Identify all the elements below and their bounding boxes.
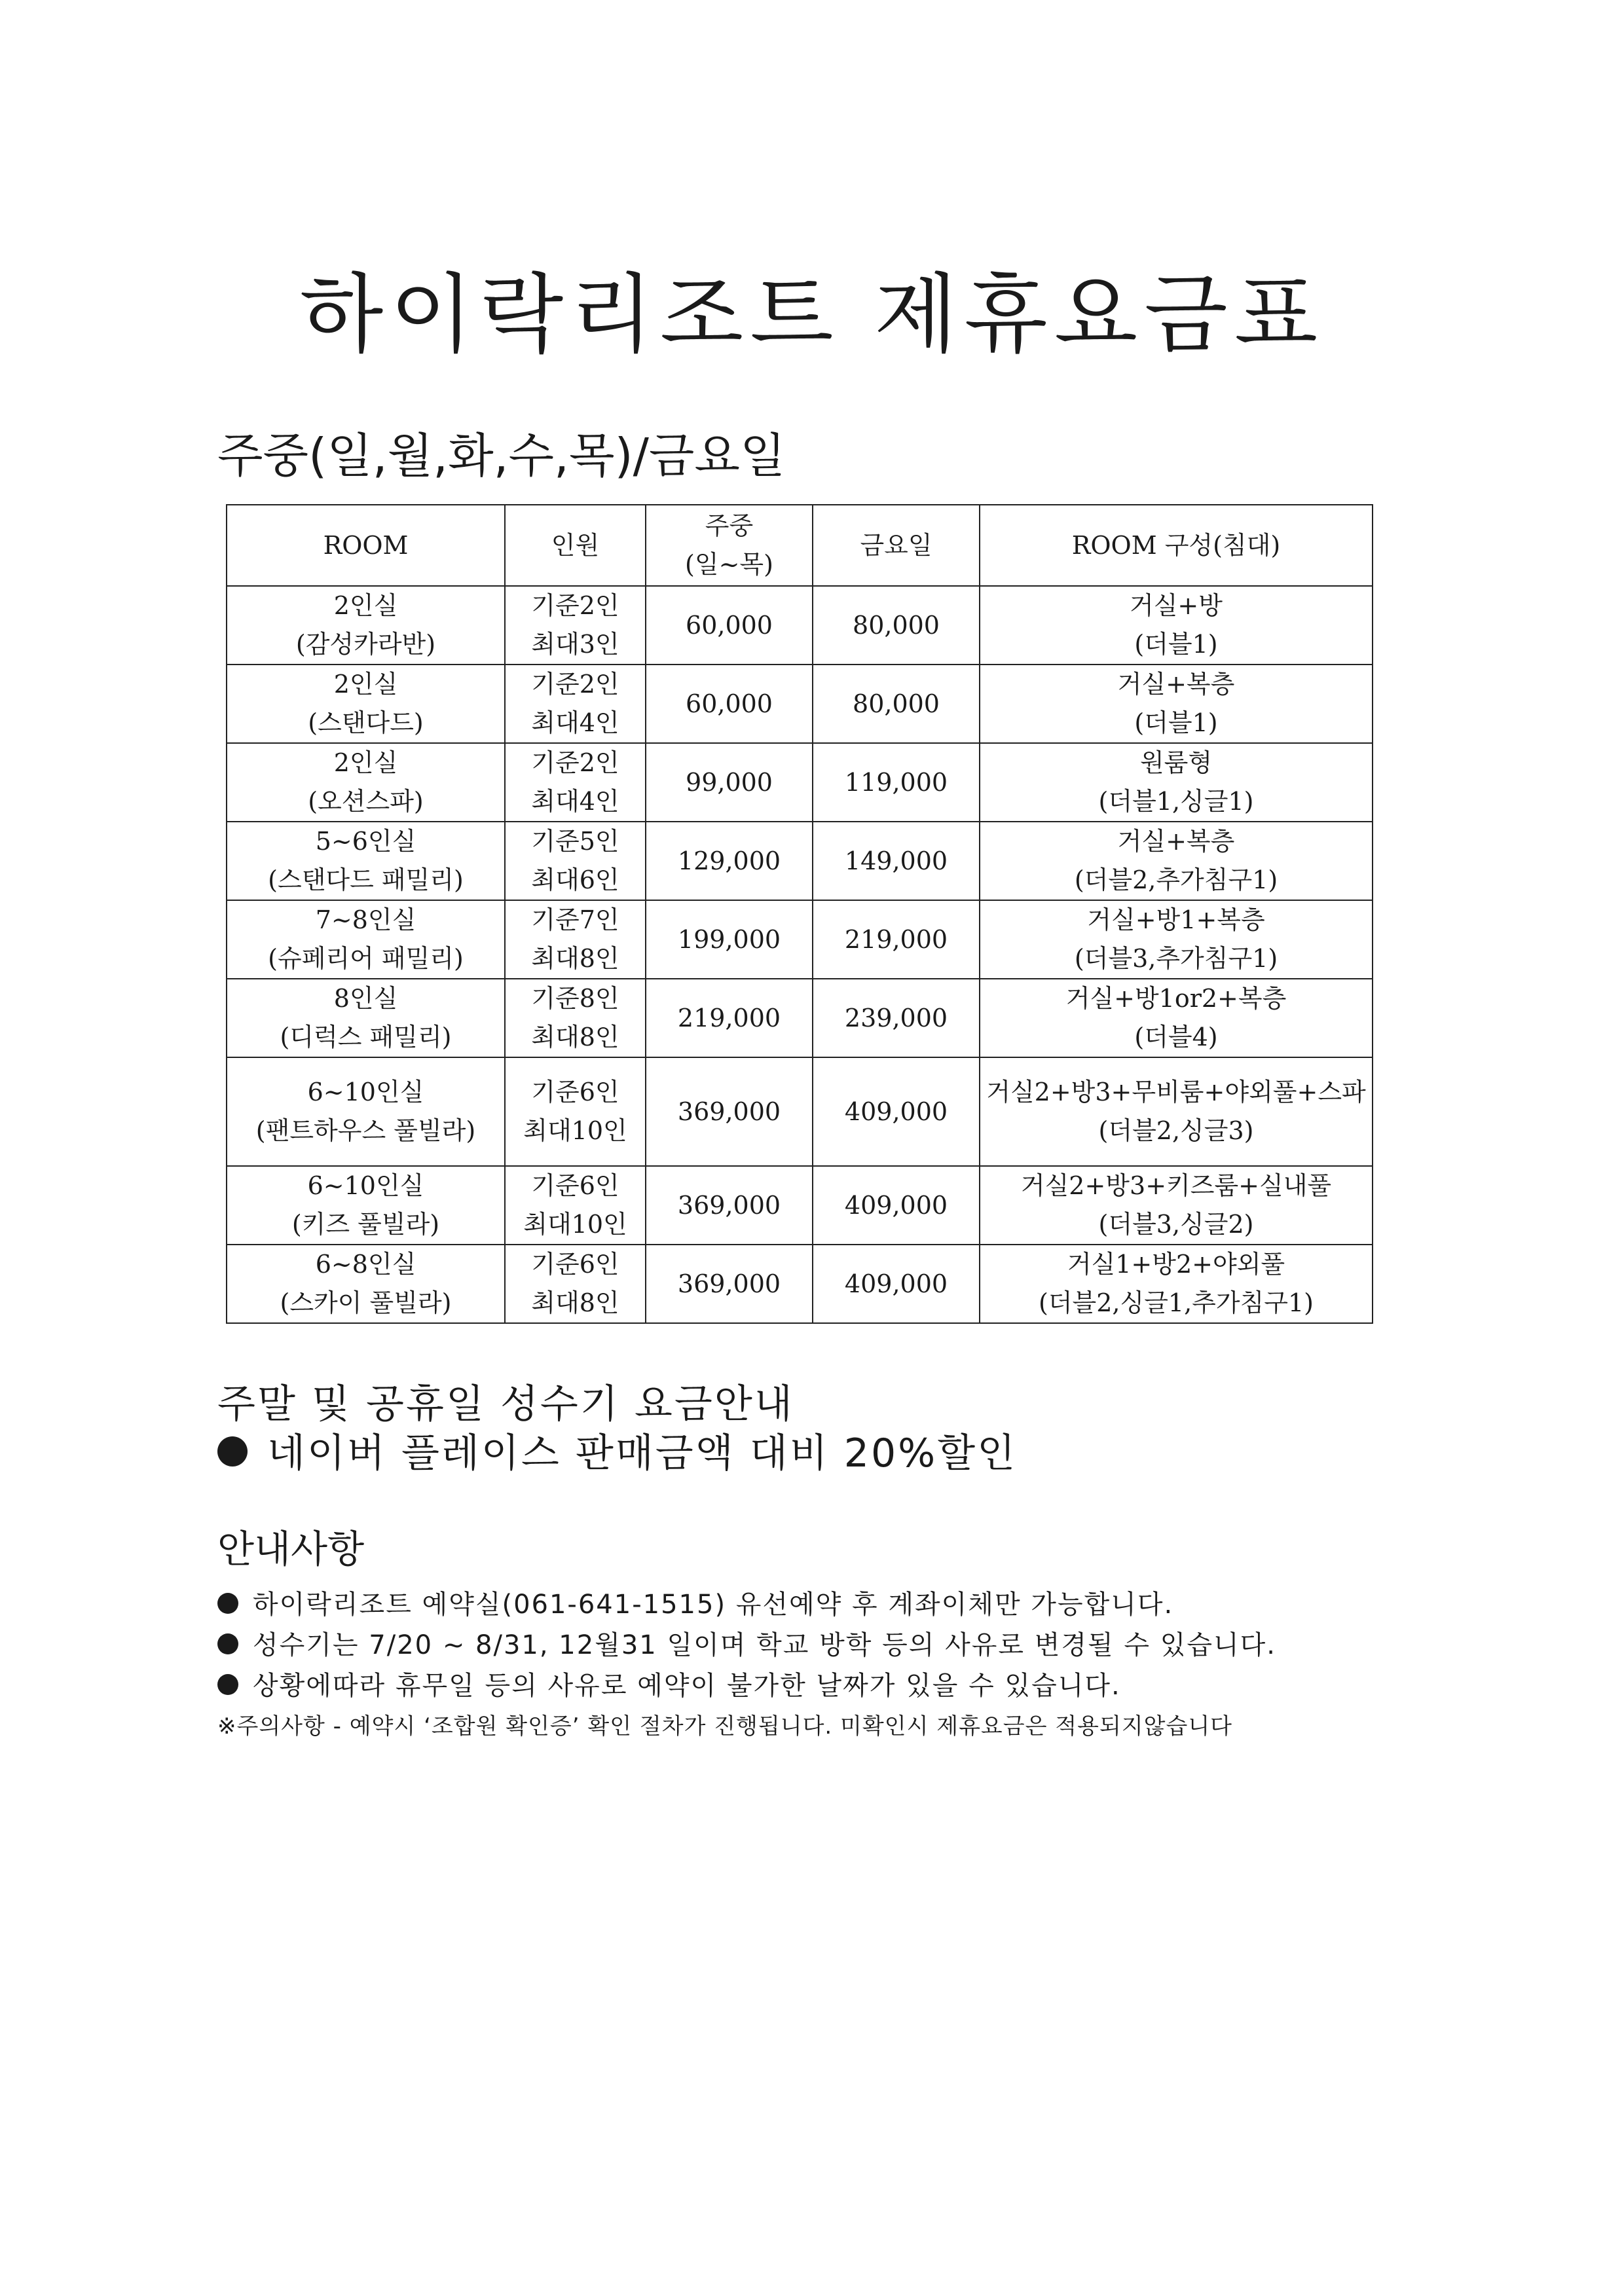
room-type: 6~10인실 <box>307 1171 424 1201</box>
people-cell <box>505 665 646 743</box>
room-name: (스탠다드 패밀리) <box>268 866 464 894</box>
room-name: (스탠다드) <box>308 708 424 737</box>
bed-config: (더블1) <box>1134 708 1218 737</box>
room-layout: 거실2+방3+무비룸+야외풀+스파 <box>986 1078 1366 1107</box>
friday-price: 80,000 <box>813 586 980 665</box>
notice-text: 하이락리조트 예약실(061-641-1515) 유선예약 후 계좌이체만 가능합니다. <box>253 1590 1174 1620</box>
table-row <box>227 586 1373 665</box>
bullet-icon <box>217 1633 238 1654</box>
room-type: 6~8인실 <box>315 1250 416 1279</box>
standard-people: 기준8인 <box>531 984 619 1013</box>
people-cell <box>505 900 646 979</box>
room-name: (스카이 풀빌라) <box>280 1288 452 1317</box>
friday-price: 149,000 <box>813 822 980 900</box>
standard-people: 기준6인 <box>531 1171 619 1201</box>
room-layout: 거실+복층 <box>1117 827 1235 856</box>
friday-price: 409,000 <box>813 1166 980 1245</box>
max-people: 최대10인 <box>523 1116 627 1145</box>
notice-text: 성수기는 7/20 ~ 8/31, 12월31 일이며 학교 방학 등의 사유로 변경될 수 있습니다. <box>253 1630 1276 1660</box>
weekend-heading: 주말 및 공휴일 성수기 요금안내 <box>217 1381 794 1427</box>
bed-config: (더블4) <box>1134 1023 1218 1051</box>
weekday-price: 60,000 <box>646 665 813 743</box>
people-cell <box>505 1245 646 1323</box>
header-config: ROOM 구성(침대) <box>980 505 1373 586</box>
room-type: 8인실 <box>333 984 398 1013</box>
config-cell <box>980 586 1373 665</box>
max-people: 최대6인 <box>531 866 619 894</box>
room-type: 2인실 <box>333 591 398 621</box>
table-row <box>227 743 1373 822</box>
max-people: 최대8인 <box>531 1023 619 1051</box>
notice-text: 상황에따라 휴무일 등의 사유로 예약이 불가한 날짜가 있을 수 있습니다. <box>253 1671 1121 1701</box>
weekend-info <box>217 1380 1017 1478</box>
weekday-price: 219,000 <box>646 979 813 1057</box>
table-row <box>227 1166 1373 1245</box>
table-row <box>227 1245 1373 1323</box>
room-type: 7~8인실 <box>315 905 416 935</box>
max-people: 최대8인 <box>531 1288 619 1317</box>
room-type: 5~6인실 <box>315 827 416 856</box>
people-cell <box>505 1166 646 1245</box>
friday-price: 409,000 <box>813 1057 980 1166</box>
room-name: (감성카라반) <box>295 630 436 659</box>
notice-heading: 안내사항 <box>217 1527 365 1571</box>
max-people: 최대4인 <box>531 708 619 737</box>
bullet-icon <box>217 1436 248 1467</box>
room-layout: 거실1+방2+야외풀 <box>1067 1250 1285 1279</box>
header-people: 인원 <box>505 505 646 586</box>
table-row <box>227 665 1373 743</box>
standard-people: 기준5인 <box>531 827 619 856</box>
config-cell <box>980 979 1373 1057</box>
room-name: (키즈 풀빌라) <box>291 1210 440 1239</box>
room-name: (오션스파) <box>308 787 424 816</box>
room-layout: 거실+방 <box>1130 591 1223 621</box>
room-name: (디럭스 패밀리) <box>280 1023 452 1051</box>
table-row <box>227 979 1373 1057</box>
max-people: 최대4인 <box>531 787 619 816</box>
room-type: 6~10인실 <box>307 1078 424 1107</box>
bed-config: (더블3,싱글2) <box>1098 1210 1254 1239</box>
people-cell <box>505 586 646 665</box>
list-item <box>217 1584 1276 1625</box>
room-cell <box>227 900 505 979</box>
weekday-price: 369,000 <box>646 1166 813 1245</box>
standard-people: 기준2인 <box>531 670 619 699</box>
room-cell <box>227 665 505 743</box>
header-room: ROOM <box>227 505 505 586</box>
header-weekday-line1: 주중 <box>705 511 754 541</box>
rate-table <box>226 504 1373 1324</box>
bullet-icon <box>217 1674 238 1695</box>
room-cell <box>227 586 505 665</box>
people-cell <box>505 743 646 822</box>
room-cell <box>227 743 505 822</box>
discount-text: 네이버 플레이스 판매금액 대비 20%할인 <box>267 1430 1018 1476</box>
friday-price: 219,000 <box>813 900 980 979</box>
room-layout: 거실2+방3+키즈룸+실내풀 <box>1020 1171 1332 1201</box>
bed-config: (더블1,싱글1) <box>1098 787 1254 816</box>
header-weekday-line2: (일~목) <box>685 550 773 579</box>
max-people: 최대8인 <box>531 944 619 973</box>
people-cell <box>505 822 646 900</box>
room-cell <box>227 979 505 1057</box>
bed-config: (더블3,추가침구1) <box>1074 944 1278 973</box>
list-item <box>217 1666 1276 1706</box>
config-cell <box>980 1166 1373 1245</box>
weekday-price: 99,000 <box>646 743 813 822</box>
weekday-price: 129,000 <box>646 822 813 900</box>
standard-people: 기준2인 <box>531 748 619 778</box>
room-cell <box>227 822 505 900</box>
discount-line <box>217 1429 1017 1478</box>
room-type: 2인실 <box>333 748 398 778</box>
standard-people: 기준6인 <box>531 1250 619 1279</box>
bed-config: (더블2,싱글1,추가침구1) <box>1038 1288 1314 1317</box>
friday-price: 80,000 <box>813 665 980 743</box>
weekday-price: 369,000 <box>646 1245 813 1323</box>
table-row <box>227 900 1373 979</box>
caution-note: ※주의사항 - 예약시 ‘조합원 확인증’ 확인 절차가 진행됩니다. 미확인시 제휴요금은 적용되지않습니다 <box>217 1713 1233 1740</box>
friday-price: 239,000 <box>813 979 980 1057</box>
weekday-price: 60,000 <box>646 586 813 665</box>
room-layout: 거실+방1+복층 <box>1087 905 1265 935</box>
table-header-row <box>227 505 1373 586</box>
people-cell <box>505 1057 646 1166</box>
bed-config: (더블2,싱글3) <box>1098 1116 1254 1145</box>
room-layout: 거실+방1or2+복층 <box>1065 984 1287 1013</box>
room-name: (팬트하우스 풀빌라) <box>255 1116 476 1145</box>
room-cell <box>227 1166 505 1245</box>
room-cell <box>227 1245 505 1323</box>
max-people: 최대10인 <box>523 1210 627 1239</box>
standard-people: 기준7인 <box>531 905 619 935</box>
config-cell <box>980 900 1373 979</box>
config-cell <box>980 743 1373 822</box>
config-cell <box>980 1057 1373 1166</box>
list-item <box>217 1625 1276 1666</box>
room-type: 2인실 <box>333 670 398 699</box>
table-row <box>227 1057 1373 1166</box>
weekday-price: 369,000 <box>646 1057 813 1166</box>
standard-people: 기준6인 <box>531 1078 619 1107</box>
header-weekday <box>646 505 813 586</box>
config-cell <box>980 665 1373 743</box>
bed-config: (더블1) <box>1134 630 1218 659</box>
bullet-icon <box>217 1593 238 1614</box>
friday-price: 119,000 <box>813 743 980 822</box>
weekday-price: 199,000 <box>646 900 813 979</box>
section-heading: 주중(일,월,화,수,목)/금요일 <box>217 428 786 483</box>
friday-price: 409,000 <box>813 1245 980 1323</box>
room-cell <box>227 1057 505 1166</box>
room-layout: 원룸형 <box>1139 748 1213 778</box>
table-row <box>227 822 1373 900</box>
room-name: (슈페리어 패밀리) <box>268 944 464 973</box>
page-title: 하이락리조트 제휴요금표 <box>299 264 1325 365</box>
standard-people: 기준2인 <box>531 591 619 621</box>
max-people: 최대3인 <box>531 630 619 659</box>
notice-list <box>217 1584 1276 1747</box>
header-friday: 금요일 <box>813 505 980 586</box>
people-cell <box>505 979 646 1057</box>
config-cell <box>980 822 1373 900</box>
config-cell <box>980 1245 1373 1323</box>
bed-config: (더블2,추가침구1) <box>1074 866 1278 894</box>
room-layout: 거실+복층 <box>1117 670 1235 699</box>
